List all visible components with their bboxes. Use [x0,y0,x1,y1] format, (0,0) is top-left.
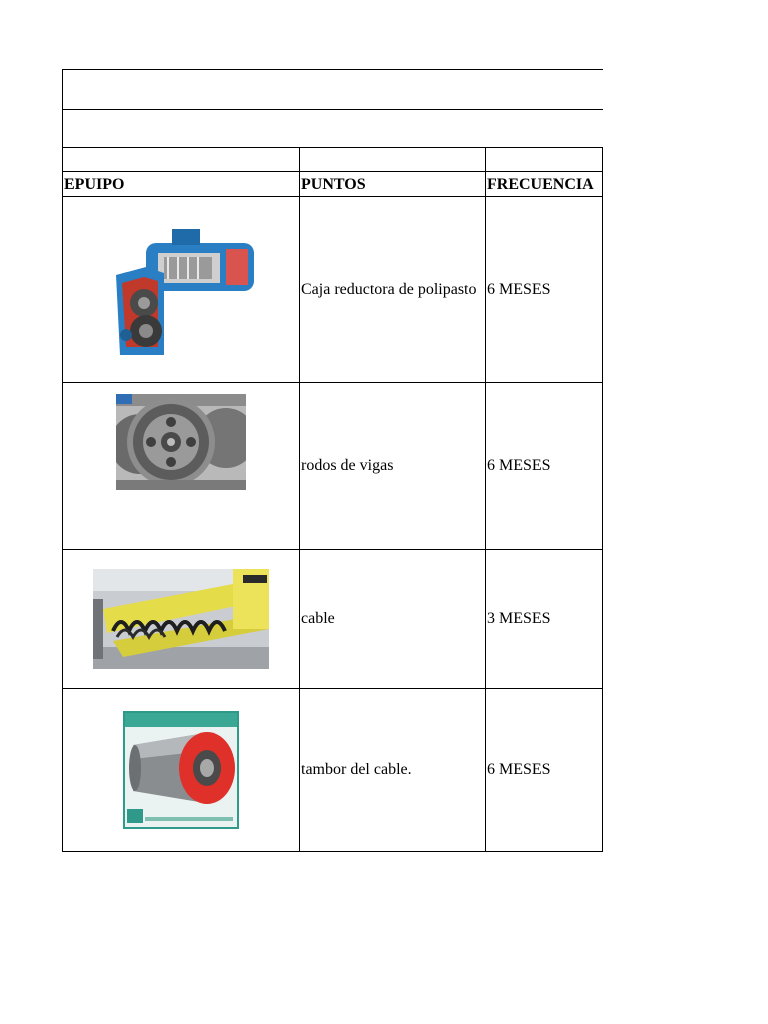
blank-cell [63,148,300,172]
cable-drum-photo [123,711,239,829]
equipo-image-cell [63,383,300,550]
gear-reducer-motor-photo [106,223,256,357]
header-frecuencia: FRECUENCIA [486,172,603,197]
blank-cell [63,110,603,148]
header-row [63,172,603,197]
table-row [63,383,603,550]
puntos-cell: cable [300,550,486,689]
equipo-image-cell [63,197,300,383]
frecuencia-cell: 3 MESES [486,550,603,689]
blank-cell [486,148,603,172]
blank-cell [300,148,486,172]
overhead-crane-cable-photo [93,569,269,669]
maintenance-table [62,69,603,852]
puntos-cell: rodos de vigas [300,383,486,550]
equipo-image-cell [63,550,300,689]
blank-spacer-row [63,148,603,172]
maintenance-table-sheet [62,69,602,852]
header-puntos: PUNTOS [300,172,486,197]
crane-wheel-photo [116,394,246,490]
table-row [63,197,603,383]
frecuencia-cell: 6 MESES [486,197,603,383]
blank-subtitle-row [63,110,603,148]
puntos-cell: Caja reductora de polipasto [300,197,486,383]
blank-cell [63,70,603,110]
table-row [63,550,603,689]
frecuencia-cell: 6 MESES [486,689,603,852]
frecuencia-cell: 6 MESES [486,383,603,550]
puntos-cell: tambor del cable. [300,689,486,852]
table-row [63,689,603,852]
blank-title-row [63,70,603,110]
equipo-image-cell [63,689,300,852]
header-equipo: EPUIPO [63,172,300,197]
